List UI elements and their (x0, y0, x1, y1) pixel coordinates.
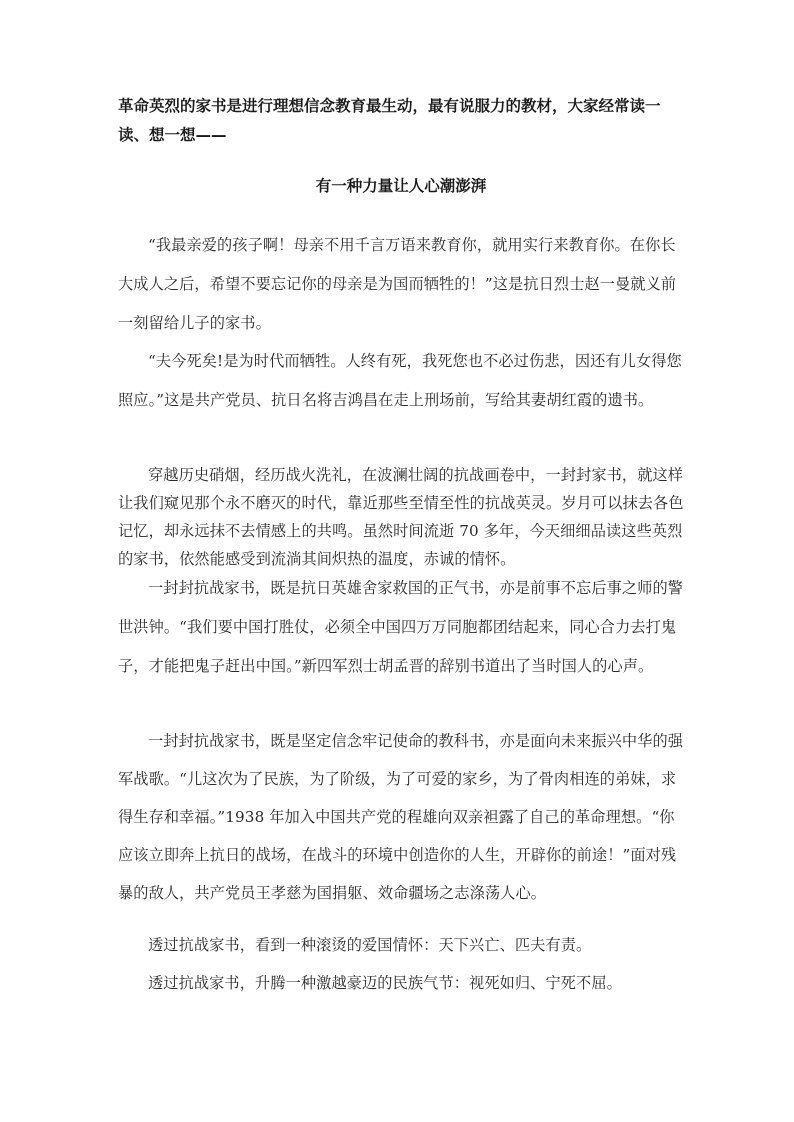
paragraph-4: 一封封抗战家书，既是抗日英雄舍家救国的正气书，亦是前事不忘后事之师的警世洪钟。“我们要中国打胜仗，必须全中国四万万同胞都团结起来，同心合力去打鬼子，才能把鬼子赶出中国。”新四军烈士胡孟晋的辞别书道出了当时国人的心声。 (118, 579, 684, 675)
paragraph-5: 一封封抗战家书，既是坚定信念牢记使命的教科书，亦是面向未来振兴中华的强军战歌。“儿这次为了民族，为了阶级，为了可爱的家乡，为了骨肉相连的弟妹，求得生存和幸福。”1938 年加入中国共产党的程雄向双亲袒露了自己的革命理想。“你应该立即奔上抗日的战场，在战斗的环境中创造你的人生，开辟你的前途！”面对残暴的敌人，共产党员王孝慈为国捐躯、效命疆场之志涤荡人心。 (118, 732, 684, 902)
paragraph-3: 穿越历史硝烟，经历战火洗礼，在波澜壮阔的抗战画卷中，一封封家书，就这样让我们窥见那个永不磨灭的时代，靠近那些至情至性的抗战英灵。岁月可以抹去各色记忆，却永远抹不去情感上的共鸣。虽然时间流逝 70 多年，今天细细品读这些英烈的家书，依然能感受到流淌其间炽热的温度，赤诚的情怀。 (118, 466, 684, 568)
paragraph-2: “夫今死矣!是为时代而牺牲。人终有死，我死您也不必过伤悲，因还有儿女得您照应。”这是共产党员、抗日名将吉鸿昌在走上刑场前，写给其妻胡红霞的遗书。 (118, 352, 682, 409)
paragraph-7: 透过抗战家书，升腾一种激越豪迈的民族气节：视死如归、宁死不屈。 (148, 974, 622, 992)
article-title: 有一种力量让人心潮澎湃 (315, 177, 487, 195)
paragraph-1: “我最亲爱的孩子啊！母亲不用千言万语来教育你，就用实行来教育你。在你长大成人之后，希望不要忘记你的母亲是为国而牺牲的！”这是抗日烈士赵一曼就义前一刻留给儿子的家书。 (118, 236, 677, 332)
intro-text: 革命英烈的家书是进行理想信念教育最生动，最有说服力的教材，大家经常读一读、想一想—— (118, 97, 661, 144)
paragraph-6: 透过抗战家书，看到一种滚烫的爱国情怀：天下兴亡、匹夫有责。 (148, 936, 592, 954)
